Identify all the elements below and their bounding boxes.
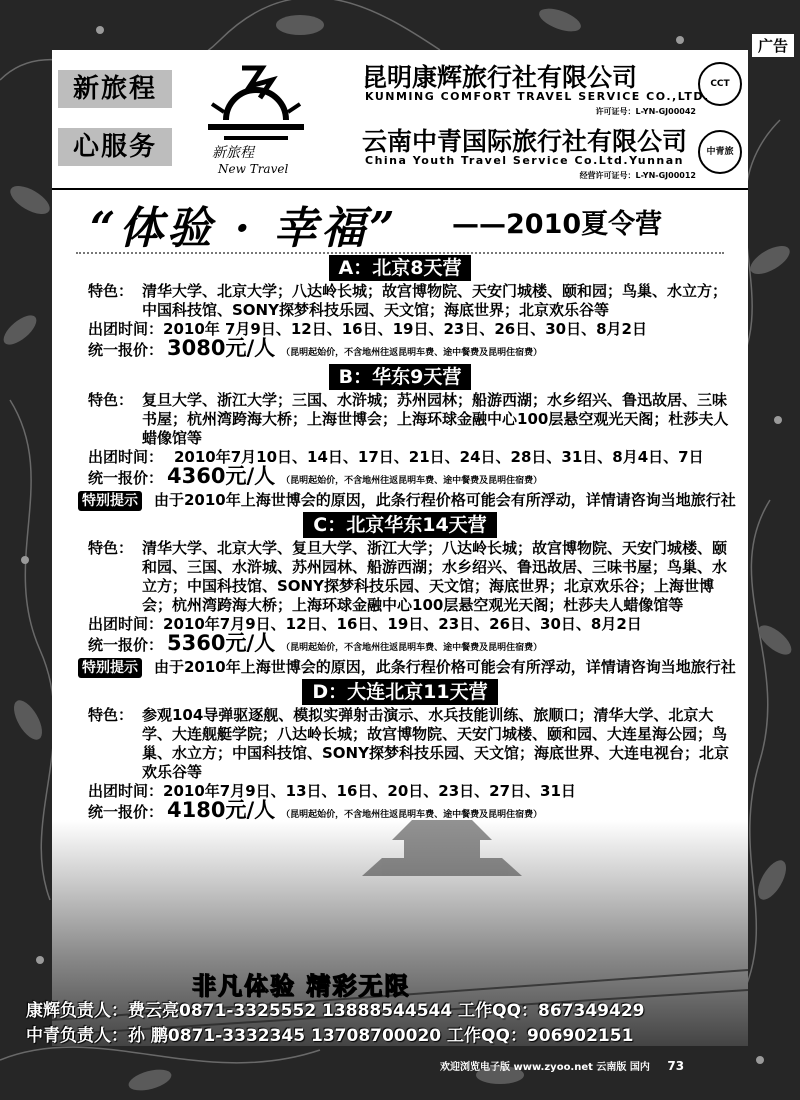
route-a-heading: A：北京8天营: [52, 254, 748, 282]
cct-logo-icon: CCT: [698, 62, 742, 106]
ad-panel: [52, 50, 748, 1046]
route-d-features: 特色： 参观104导弹驱逐舰、模拟实弹射击演示、水兵技能训练、旅顺口；清华大学、北京大学、大连舰艇学院；八达岭长城；故宫博物院、天安门城楼、颐和园、大连星海公园；鸟巢、水立方；中国科技馆、SONY探梦科技乐园、天文馆；海底世界、大连电视台；北京欢乐谷等: [88, 706, 729, 781]
contact-comfort: 康辉负责人：费云亮0871-3325552 13888544544 工作QQ：867349429: [26, 1001, 645, 1021]
route-c-heading: C：北京华东14天营: [52, 511, 748, 539]
page-title: “体验 · 幸福”: [90, 203, 399, 254]
route-b-features: 特色： 复旦大学、浙江大学；三国、水浒城；苏州园林；船游西湖；水乡绍兴、鲁迅故居、三味书屋；杭州湾跨海大桥；上海世博会；上海环球金融中心100层悬空观光天阁；杜莎夫人蜡像馆等: [88, 391, 729, 447]
footer-text: 欢迎浏览电子版 www.zyoo.net 云南版 国内: [440, 1062, 650, 1073]
route-a-departure: 出团时间：2010年 7月9日、12日、16日、19日、23日、26日、30日、8月2日: [88, 320, 647, 338]
cyts-logo-icon: 中青旅: [698, 130, 742, 174]
ad-tag: 广告: [752, 34, 794, 57]
bottom-slogan: 非凡体验 精彩无限: [192, 972, 411, 1000]
company2-name: 云南中青国际旅行社有限公司: [362, 127, 688, 156]
route-c-price: 统一报价： 5360元/人 （昆明起始价，不含地州往返昆明车费、途中餐费及昆明住宿费）: [88, 631, 543, 655]
logo-english-text: New Travel: [218, 162, 289, 176]
page-footer: [440, 1058, 684, 1073]
route-b-price: 统一报价： 4360元/人 （昆明起始价，不含地州往返昆明车费、途中餐费及昆明住宿费）: [88, 464, 543, 488]
route-d-price: 统一报价： 4180元/人 （昆明起始价，不含地州往返昆明车费、途中餐费及昆明住宿费）: [88, 798, 543, 822]
company1-license: 许可证号：L-YN-GJ00042: [595, 107, 696, 116]
slogan-heart-service: 心服务: [58, 128, 172, 166]
route-a-price: 统一报价： 3080元/人 （昆明起始价，不含地州往返昆明车费、途中餐费及昆明住宿费）: [88, 336, 543, 360]
company1-english-name: KUNMING COMFORT TRAVEL SERVICE CO.,LTD.: [365, 90, 710, 103]
special-notice-badge: 特别提示: [78, 491, 142, 511]
special-notice-badge: 特别提示: [78, 658, 142, 678]
page-subtitle: ——2010夏令营: [452, 209, 663, 240]
logo-chinese-text: 新旅程: [212, 145, 254, 161]
company2-license: 经营许可证号：L-YN-GJ00012: [579, 171, 696, 180]
slogan-new-journey: 新旅程: [58, 70, 172, 108]
route-c-departure: 出团时间：2010年7月9日、12日、16日、19日、23日、26日、30日、8月2日: [88, 615, 642, 633]
page-number: 73: [667, 1059, 685, 1073]
route-b-heading: B：华东9天营: [52, 363, 748, 391]
contact-cyts: 中青负责人：孙 鹏0871-3332345 13708700020 工作QQ：906902151: [26, 1026, 634, 1046]
route-c-features: 特色： 清华大学、北京大学、复旦大学、浙江大学；八达岭长城；故宫博物院、天安门城楼、颐和园、三国、水浒城、苏州园林、船游西湖；水乡绍兴、鲁迅故居、三味书屋；鸟巢、水立方；中国科技馆、SONY探梦科技乐园、天文馆；海底世界；北京欢乐谷；上海世博会；杭州湾跨海大桥；上海环球金融中心100层悬空观光天阁；杜莎夫人蜡像馆等: [88, 539, 728, 614]
company1-name: 昆明康辉旅行社有限公司: [362, 63, 638, 92]
header: [52, 50, 748, 190]
route-b-special-note: 特别提示 由于2010年上海世博会的原因，此条行程价格可能会有所浮动，详情请咨询当地旅行社: [78, 491, 738, 511]
company2-english-name: China Youth Travel Service Co.Ltd.Yunnan: [365, 154, 684, 167]
route-d-departure: 出团时间：2010年7月9日、13日、16日、20日、23日、27日、31日: [88, 782, 576, 800]
route-a-features: 特色： 清华大学、北京大学；八达岭长城；故宫博物院、天安门城楼、颐和园；鸟巢、水立方；中国科技馆、SONY探梦科技乐园、天文馆；海底世界；北京欢乐谷等: [88, 282, 728, 319]
route-c-special-note: 特别提示 由于2010年上海世博会的原因，此条行程价格可能会有所浮动，详情请咨询当地旅行社: [78, 658, 738, 678]
route-b-departure: 出团时间： 2010年7月10日、14日、17日、21日、24日、28日、31日、8月4日、7日: [88, 448, 704, 466]
route-d-heading: D：大连北京11天营: [52, 678, 748, 706]
title-row: [52, 190, 748, 252]
